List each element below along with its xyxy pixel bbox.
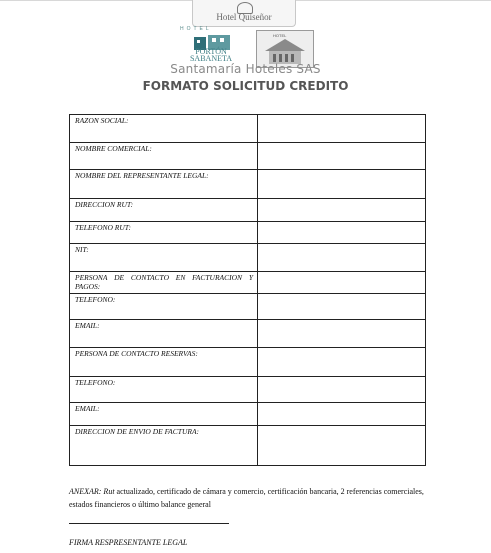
logo-group <box>160 0 330 70</box>
field-value[interactable] <box>258 320 426 348</box>
field-label: NOMBRE COMERCIAL: <box>70 143 258 170</box>
field-label: TELEFONO: <box>70 377 258 403</box>
field-value[interactable] <box>258 244 426 272</box>
porton-hotel-text: HOTEL <box>180 26 212 32</box>
field-label: EMAIL: <box>70 320 258 348</box>
form-row <box>70 294 426 320</box>
field-label: TELEFONO RUT: <box>70 222 258 244</box>
form-row <box>70 377 426 403</box>
field-label: NIT: <box>70 244 258 272</box>
credit-request-form-table <box>69 114 426 466</box>
field-value[interactable] <box>258 143 426 170</box>
field-label: DIRECCION DE ENVIO DE FACTURA: <box>70 426 258 466</box>
field-label: RAZON SOCIAL: <box>70 115 258 143</box>
field-label: DIRECCION RUT: <box>70 199 258 222</box>
field-value[interactable] <box>258 272 426 294</box>
document-title: FORMATO SOLICITUD CREDITO <box>142 79 349 93</box>
field-value[interactable] <box>258 170 426 199</box>
hotel-quisenor-logo <box>192 0 296 27</box>
porton-logo-name: PORTÓN SABANETA <box>189 47 233 63</box>
field-value[interactable] <box>258 222 426 244</box>
field-label: NOMBRE DEL REPRESENTANTE LEGAL: <box>70 170 258 199</box>
company-name: Santamaría Hoteles SAS <box>170 62 321 76</box>
form-row <box>70 244 426 272</box>
house-icon <box>263 37 307 65</box>
field-value[interactable] <box>258 403 426 426</box>
field-label: EMAIL: <box>70 403 258 426</box>
form-row <box>70 403 426 426</box>
field-value[interactable] <box>258 294 426 320</box>
field-value[interactable] <box>258 426 426 466</box>
annex-body: actualizado, certificado de cámara y comercio, certificación bancaria, 2 referencias comerciales, estados financieros o último balance general <box>69 487 424 509</box>
field-label: TELEFONO: <box>70 294 258 320</box>
form-row <box>70 199 426 222</box>
signature-line <box>69 523 229 524</box>
signature-label: FIRMA RESPRESENTANTE LEGAL <box>69 538 188 547</box>
form-row <box>70 170 426 199</box>
field-value[interactable] <box>258 377 426 403</box>
field-label: PERSONA DE CONTACTO RESERVAS: <box>70 348 258 377</box>
form-row <box>70 143 426 170</box>
field-value[interactable] <box>258 348 426 377</box>
form-row <box>70 115 426 143</box>
field-label: PERSONA DE CONTACTO EN FACTURACION Y PAGOS: <box>70 272 258 294</box>
form-row <box>70 426 426 466</box>
field-value[interactable] <box>258 199 426 222</box>
annex-lead: ANEXAR: Rut <box>69 487 115 496</box>
field-value[interactable] <box>258 115 426 143</box>
annex-note <box>69 485 429 511</box>
hotel-porton-sabaneta-logo <box>178 26 244 64</box>
quisenor-logo-text: Hotel Quiseñor <box>216 12 272 22</box>
form-row <box>70 222 426 244</box>
form-row <box>70 320 426 348</box>
form-row <box>70 272 426 294</box>
form-row <box>70 348 426 377</box>
house-logo-tag: HOTEL <box>273 33 287 38</box>
